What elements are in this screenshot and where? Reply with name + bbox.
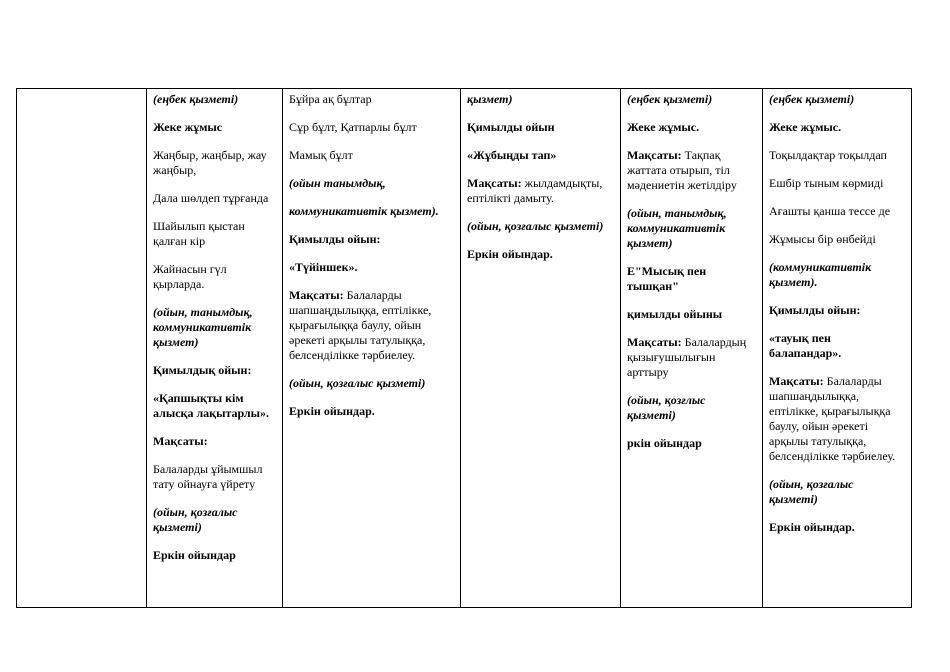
goal-text: Балаларды шапшаңдылыққа, ептілікке, қырағылыққа баулу, ойын әрекеті арқылы татулыққа, белсенділікке тәрбиелеу.	[769, 374, 896, 463]
cell-paragraph: Жаңбыр, жаңбыр, жау жаңбыр,	[153, 148, 267, 177]
cell-paragraph: (ойын танымдық,	[289, 176, 386, 190]
goal-label: Мақсаты:	[467, 176, 522, 190]
table-column	[762, 89, 911, 607]
cell-paragraph: «Түйіншек».	[289, 260, 358, 274]
cell-paragraph: «Жұбыңды тап»	[467, 148, 557, 162]
cell-paragraph: (коммуникативтік қызмет).	[769, 260, 872, 289]
cell-paragraph: Жеке жұмыс	[153, 120, 223, 134]
table-column	[146, 89, 282, 607]
cell-paragraph: (еңбек қызметі)	[627, 92, 713, 106]
goal-label: Мақсаты:	[289, 288, 344, 302]
goal-label: Мақсаты:	[627, 148, 682, 162]
cell-paragraph: Еркін ойындар.	[467, 247, 553, 261]
cell-paragraph: Еркін ойындар.	[769, 520, 855, 534]
table-column	[620, 89, 762, 607]
cell-paragraph: Жеке жұмыс.	[627, 120, 700, 134]
cell-paragraph: (ойын, қозғалыс қызметі)	[153, 505, 238, 534]
cell-paragraph: Мамық бұлт	[289, 148, 353, 162]
cell-paragraph: (ойын, қозғлыс қызметі)	[627, 393, 706, 422]
table-column	[460, 89, 620, 607]
table-column	[17, 89, 146, 607]
goal-label: Мақсаты:	[769, 374, 824, 388]
goal-text: Балаларды шапшаңдылыққа, ептілікке, қырағылыққа баулу, ойын әрекеті арқылы татулыққа, белсенділікке тәрбиелеу.	[289, 288, 432, 362]
cell-paragraph: Шайылып қыстан қалған кір	[153, 219, 245, 248]
cell-paragraph: Жұмысы бір өнбейді	[769, 232, 876, 246]
cell-paragraph: (ойын, қозғалыс қызметі)	[769, 477, 854, 506]
goal-text: Балалардың қызығушылығын арттыру	[627, 335, 747, 379]
cell-paragraph: Дала шөлдеп тұрғанда	[153, 191, 269, 205]
cell-paragraph: Тоқылдақтар тоқылдап	[769, 148, 887, 162]
cell-paragraph: Ағашты қанша тессе де	[769, 204, 891, 218]
cell-paragraph: Еркін ойындар	[153, 548, 236, 562]
cell-paragraph	[467, 176, 614, 206]
cell-paragraph: Ешбір тыным көрмиді	[769, 176, 884, 190]
cell-paragraph	[769, 374, 905, 464]
goal-text: жылдамдықты, ептілікті дамыту.	[467, 176, 603, 205]
schedule-table	[16, 88, 912, 608]
cell-paragraph: (ойын, қозғалыс қызметі)	[467, 219, 604, 233]
cell-paragraph: «тауық пен балапандар».	[769, 331, 842, 360]
cell-paragraph	[627, 335, 756, 380]
cell-paragraph: (еңбек қызметі)	[769, 92, 855, 106]
goal-text: Тақпақ жаттата отырып, тіл мәдениетін жетілдіру	[627, 148, 737, 192]
table-column	[282, 89, 460, 607]
cell-paragraph: Жеке жұмыс.	[769, 120, 842, 134]
cell-paragraph: Қимылды ойын:	[769, 303, 861, 317]
cell-paragraph: Қимылдық ойын:	[153, 363, 252, 377]
cell-paragraph: Бұйра ақ бұлтар	[289, 92, 372, 106]
cell-paragraph: (ойын, танымдық, коммуникативтік қызмет)	[627, 206, 727, 250]
cell-paragraph: Е"Мысық пен тышқан"	[627, 264, 707, 293]
cell-paragraph: ркін ойындар	[627, 436, 702, 450]
cell-paragraph: Мақсаты:	[153, 434, 208, 448]
cell-paragraph: қызмет)	[467, 92, 513, 106]
cell-paragraph: Қимылды ойын:	[289, 232, 381, 246]
cell-paragraph: қимылды ойыны	[627, 307, 723, 321]
goal-label: Мақсаты:	[627, 335, 682, 349]
cell-paragraph: Еркін ойындар.	[289, 404, 375, 418]
cell-paragraph: Жайнасын гүл қырларда.	[153, 262, 227, 291]
cell-paragraph: (еңбек қызметі)	[153, 92, 239, 106]
cell-paragraph	[627, 148, 756, 193]
cell-paragraph: (ойын, қозғалыс қызметі)	[289, 376, 426, 390]
cell-paragraph: коммуникативтік қызмет).	[289, 204, 439, 218]
cell-paragraph: (ойын, танымдық, коммуникативтік қызмет)	[153, 305, 253, 349]
cell-paragraph: Қимылды ойын	[467, 120, 555, 134]
cell-paragraph: «Қапшықты кім алысқа лақытарлы».	[153, 391, 269, 420]
cell-paragraph	[289, 288, 454, 363]
cell-paragraph: Балаларды ұйымшыл тату ойнауға үйрету	[153, 462, 263, 491]
cell-paragraph: Сұр бұлт, Қатпарлы бұлт	[289, 120, 417, 134]
